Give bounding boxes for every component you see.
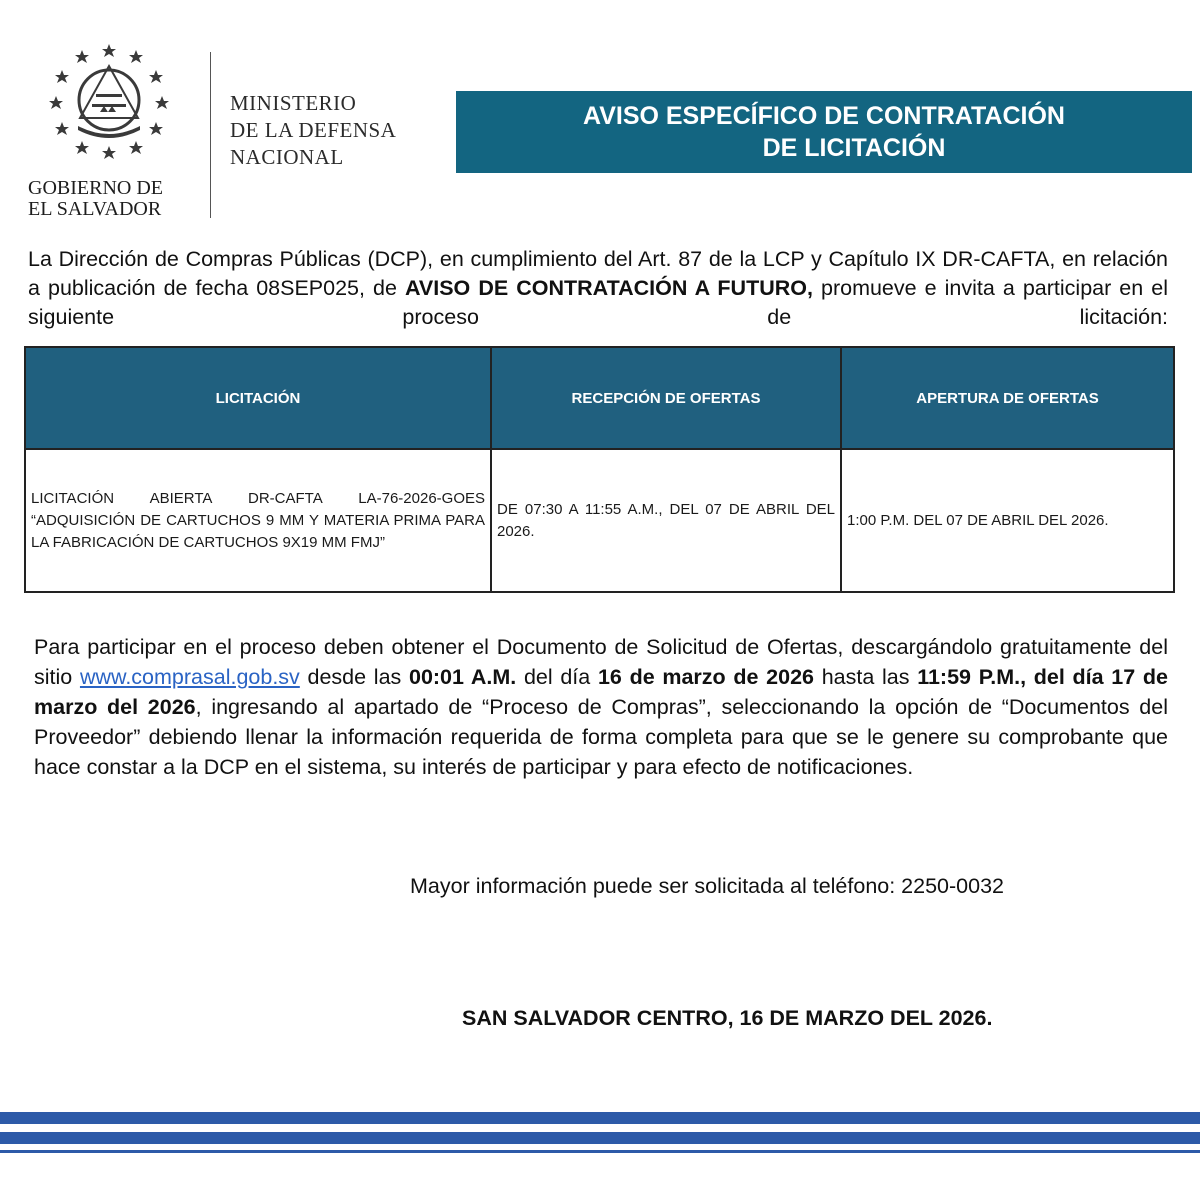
participation-text-3: del día xyxy=(516,665,598,689)
footer-stripe-top xyxy=(0,1112,1200,1124)
cell-recepcion: DE 07:30 A 11:55 A.M., DEL 07 DE ABRIL DEL 2026. xyxy=(491,449,841,592)
gov-line-1: GOBIERNO DE xyxy=(28,177,163,199)
ministry-line-3: NACIONAL xyxy=(230,145,344,169)
notice-title-banner xyxy=(456,91,1192,173)
participation-paragraph xyxy=(34,632,1168,782)
header-licitacion: LICITACIÓN xyxy=(25,347,491,449)
header-apertura: APERTURA DE OFERTAS xyxy=(841,347,1174,449)
cell-apertura: 1:00 P.M. DEL 07 DE ABRIL DEL 2026. xyxy=(841,449,1174,592)
footer-stripe-middle xyxy=(0,1132,1200,1144)
el-salvador-coat-of-arms-icon xyxy=(44,38,174,163)
cell-licitacion: LICITACIÓN ABIERTA DR-CAFTA LA-76-2026-GOES “ADQUISICIÓN DE CARTUCHOS 9 MM Y MATERIA PRIMA PARA LA FABRICACIÓN DE CARTUCHOS 9X19 MM FMJ” xyxy=(25,449,491,592)
participation-text-1: Para participar en el proceso deben obtener el Documento de Solicitud de Ofertas, descargándolo gratuitamente del sitio xyxy=(34,635,1168,689)
banner-line-2: DE LICITACIÓN xyxy=(762,134,946,162)
participation-start-time: 00:01 A.M. xyxy=(408,665,517,689)
header-divider xyxy=(210,52,211,218)
contact-phone-line: Mayor información puede ser solicitada al teléfono: 2250-0032 xyxy=(410,874,1005,898)
intro-text-a: La Dirección de Compras Públicas (DCP), en cumplimiento del Art. 87 de la LCP y Capítulo IX DR-CAFTA, en relación a publicación de fecha 08SEP025, de xyxy=(28,247,1168,300)
intro-text-b: promueve e invita a participar en el siguiente proceso de licitación: xyxy=(28,276,1168,329)
intro-text-bold: AVISO DE CONTRATACIÓN A FUTURO, xyxy=(404,276,813,300)
participation-text-5: , ingresando al apartado de “Proceso de Compras”, seleccionando la opción de “Documentos del Proveedor” debiendo llenar la información requerida de forma completa para que se le genere su comprobante que hace constar a la DCP en el sistema, su interés de participar y para efecto de notificaciones. xyxy=(34,695,1168,779)
gov-line-2: EL SALVADOR xyxy=(28,198,162,220)
place-and-date: SAN SALVADOR CENTRO, 16 DE MARZO DEL 2026. xyxy=(462,1006,993,1030)
tender-table xyxy=(24,346,1175,593)
table-header-row xyxy=(25,347,1174,449)
ministry-line-2: DE LA DEFENSA xyxy=(230,118,397,142)
ministry-name xyxy=(230,90,396,171)
footer-stripe-bottom xyxy=(0,1150,1200,1153)
participation-text-4: hasta las xyxy=(814,665,918,689)
table-row xyxy=(25,449,1174,592)
government-label xyxy=(28,178,198,220)
participation-end-datetime: 11:59 P.M., del día 17 de marzo del 2026 xyxy=(34,665,1169,719)
banner-line-1: AVISO ESPECÍFICO DE CONTRATACIÓN xyxy=(583,102,1065,130)
participation-start-date: 16 de marzo de 2026 xyxy=(597,665,814,689)
header-recepcion: RECEPCIÓN DE OFERTAS xyxy=(491,347,841,449)
comprasal-link[interactable]: www.comprasal.gob.sv xyxy=(79,665,300,689)
participation-text-2: desde las xyxy=(299,665,409,689)
intro-paragraph xyxy=(28,245,1168,361)
ministry-line-1: MINISTERIO xyxy=(230,91,357,115)
